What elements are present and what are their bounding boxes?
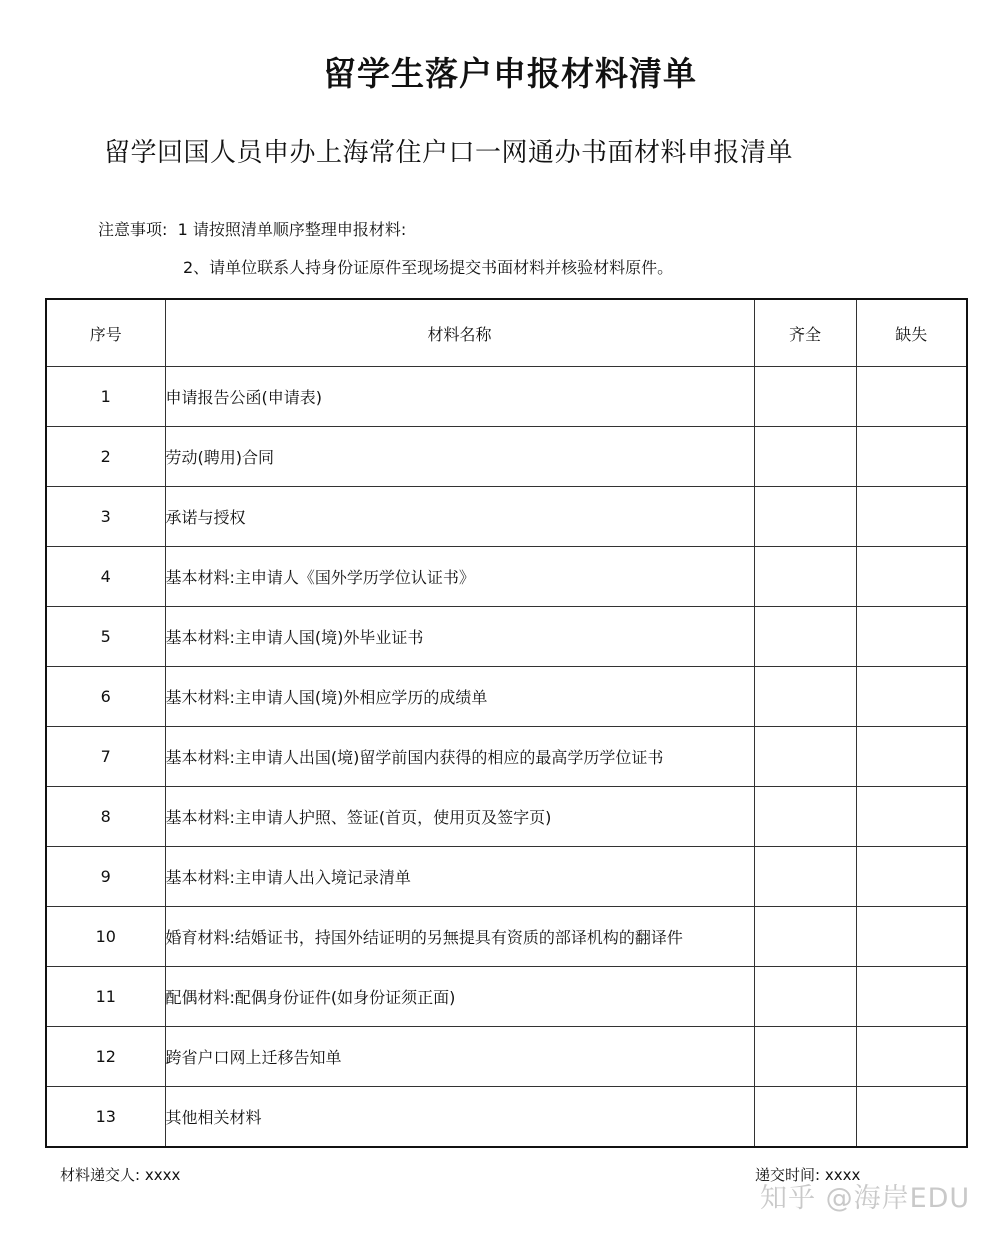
row-number: 13 bbox=[46, 1087, 165, 1148]
table-row bbox=[46, 787, 967, 847]
notice-line-1 bbox=[98, 217, 406, 240]
page-subtitle: 留学回国人员申办上海常住户口一网通办书面材料申报清单 bbox=[104, 138, 794, 168]
row-material-name: 基本材料:主申请人出入境记录清单 bbox=[165, 847, 754, 907]
row-material-name: 跨省户口网上迁移告知单 bbox=[165, 1027, 754, 1087]
missing-checkbox-cell[interactable] bbox=[856, 427, 967, 487]
row-number: 10 bbox=[46, 907, 165, 967]
table-row bbox=[46, 547, 967, 607]
row-number: 6 bbox=[46, 667, 165, 727]
complete-checkbox-cell[interactable] bbox=[754, 727, 856, 787]
complete-checkbox-cell[interactable] bbox=[754, 847, 856, 907]
missing-checkbox-cell[interactable] bbox=[856, 787, 967, 847]
table-row bbox=[46, 427, 967, 487]
notice-label: 注意事项: bbox=[98, 220, 168, 239]
row-material-name: 基本材料:主申请人护照、签证(首页，使用页及签字页) bbox=[165, 787, 754, 847]
table-row bbox=[46, 367, 967, 427]
row-number: 3 bbox=[46, 487, 165, 547]
missing-checkbox-cell[interactable] bbox=[856, 907, 967, 967]
row-number: 7 bbox=[46, 727, 165, 787]
row-number: 9 bbox=[46, 847, 165, 907]
table-row bbox=[46, 847, 967, 907]
row-material-name: 基木材料:主申请人国(境)外相应学历的成绩单 bbox=[165, 667, 754, 727]
missing-checkbox-cell[interactable] bbox=[856, 607, 967, 667]
row-material-name: 基本材料:主申请人《国外学历学位认证书》 bbox=[165, 547, 754, 607]
submitter-field: 材料递交人: xxxx bbox=[60, 1166, 181, 1184]
row-material-name: 基本材料:主申请人出国(境)留学前国内获得的相应的最高学历学位证书 bbox=[165, 727, 754, 787]
table-row bbox=[46, 967, 967, 1027]
missing-checkbox-cell[interactable] bbox=[856, 547, 967, 607]
row-number: 4 bbox=[46, 547, 165, 607]
table-row bbox=[46, 727, 967, 787]
table-row bbox=[46, 1087, 967, 1148]
row-material-name: 配偶材料:配偶身份证件(如身份证须正面) bbox=[165, 967, 754, 1027]
row-number: 1 bbox=[46, 367, 165, 427]
complete-checkbox-cell[interactable] bbox=[754, 607, 856, 667]
missing-checkbox-cell[interactable] bbox=[856, 1087, 967, 1148]
table-header-row bbox=[46, 299, 967, 367]
notice-item-1: 1 请按照清单顺序整理申报材料: bbox=[177, 220, 407, 239]
header-material-name: 材料名称 bbox=[165, 299, 754, 367]
header-complete: 齐全 bbox=[754, 299, 856, 367]
row-material-name: 劳动(聘用)合同 bbox=[165, 427, 754, 487]
complete-checkbox-cell[interactable] bbox=[754, 367, 856, 427]
complete-checkbox-cell[interactable] bbox=[754, 487, 856, 547]
watermark: 知乎 @海岸EDU bbox=[760, 1183, 971, 1214]
table-row bbox=[46, 907, 967, 967]
complete-checkbox-cell[interactable] bbox=[754, 547, 856, 607]
missing-checkbox-cell[interactable] bbox=[856, 367, 967, 427]
row-number: 12 bbox=[46, 1027, 165, 1087]
row-material-name: 承诺与授权 bbox=[165, 487, 754, 547]
complete-checkbox-cell[interactable] bbox=[754, 967, 856, 1027]
missing-checkbox-cell[interactable] bbox=[856, 847, 967, 907]
complete-checkbox-cell[interactable] bbox=[754, 907, 856, 967]
complete-checkbox-cell[interactable] bbox=[754, 427, 856, 487]
complete-checkbox-cell[interactable] bbox=[754, 667, 856, 727]
header-number: 序号 bbox=[46, 299, 165, 367]
table-row bbox=[46, 487, 967, 547]
materials-table bbox=[45, 298, 968, 1148]
row-material-name: 申请报告公函(申请表) bbox=[165, 367, 754, 427]
page-title: 留学生落户申报材料清单 bbox=[323, 54, 697, 93]
complete-checkbox-cell[interactable] bbox=[754, 1087, 856, 1148]
row-material-name: 基本材料:主申请人国(境)外毕业证书 bbox=[165, 607, 754, 667]
table-row bbox=[46, 607, 967, 667]
missing-checkbox-cell[interactable] bbox=[856, 667, 967, 727]
row-number: 8 bbox=[46, 787, 165, 847]
header-missing: 缺失 bbox=[856, 299, 967, 367]
submit-time-field: 递交时间: xxxx bbox=[755, 1166, 861, 1184]
notice-item-2: 2、请单位联系人持身份证原件至现场提交书面材料并核验材料原件。 bbox=[183, 258, 674, 277]
missing-checkbox-cell[interactable] bbox=[856, 487, 967, 547]
row-number: 5 bbox=[46, 607, 165, 667]
row-material-name: 婚育材料:结婚证书，持国外结证明的另無提具有资质的部译机构的翻译件 bbox=[165, 907, 754, 967]
row-number: 11 bbox=[46, 967, 165, 1027]
table-row bbox=[46, 667, 967, 727]
complete-checkbox-cell[interactable] bbox=[754, 787, 856, 847]
missing-checkbox-cell[interactable] bbox=[856, 967, 967, 1027]
table-row bbox=[46, 1027, 967, 1087]
complete-checkbox-cell[interactable] bbox=[754, 1027, 856, 1087]
row-material-name: 其他相关材料 bbox=[165, 1087, 754, 1148]
notice-line-2 bbox=[183, 255, 673, 278]
missing-checkbox-cell[interactable] bbox=[856, 1027, 967, 1087]
row-number: 2 bbox=[46, 427, 165, 487]
missing-checkbox-cell[interactable] bbox=[856, 727, 967, 787]
